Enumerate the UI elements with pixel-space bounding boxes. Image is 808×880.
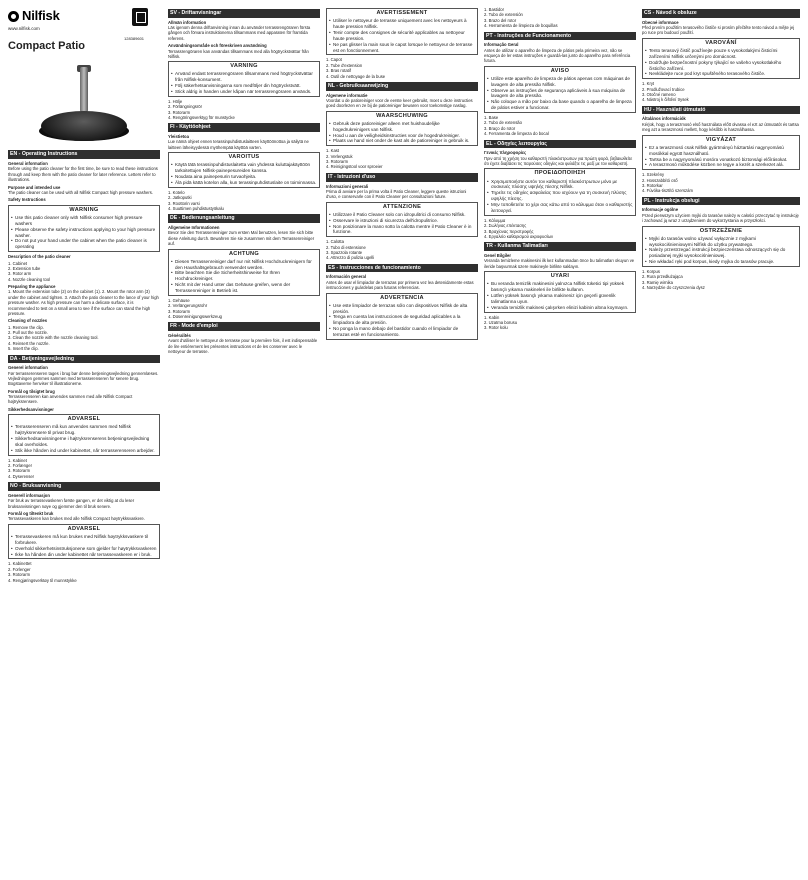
section-es: ES - Instrucciones de funcionamiento [326, 264, 478, 273]
da-general-text: Før terrasserenseren tages i brug bør denne betjeningsvejledning gennemlæses. Vejledningen gemmes sammen med terrasserenseren for senere brug. Bogstaverne henviser til illustrationerne. [8, 370, 159, 387]
it-warning-item: • Osservare le istruzioni di sicurezza dell'idropulitrice. [329, 218, 475, 224]
part-item: 1. Capot [326, 57, 342, 63]
de-warning-item: • Bitte beachten Sie die Sicherheitshinweise für Ihren Hochdruckreiniger. [171, 270, 317, 282]
part-item: 3. Rotorkar [642, 183, 663, 188]
de-general-text: Bevor Sie den Terrassenreiniger zum ersten Mal benutzen, lesen Sie sich bitte diese Anleitung durch. Bewahren Sie sie zusammen mit dem Terrassenreiniger auf. [168, 230, 315, 247]
part-item: 4. Nozzle cleaning tool [8, 276, 51, 282]
nilfisk-logo-icon [8, 11, 19, 22]
nl-warning-title: WAARSCHUWING [376, 112, 428, 119]
part-item: 1. Kabinet [8, 457, 27, 463]
cs-warning-title: VAROVÁNÍ [705, 39, 737, 46]
tr-warning-box [484, 271, 636, 313]
step-item: 4. Reinsert the nozzle. [8, 340, 50, 346]
sv-warning-item: • Stick aldrig in handen under kåpan när terrassrengöraren används. [171, 89, 317, 95]
tr-warning-item: • Veranda temizlik makinesi çalışırken elinizi kabinin altına koymayın. [487, 305, 633, 311]
it-general-text: Prima di avviare per la prima volta il Patio Cleaner, leggere queste istruzioni d'uso, e conservarle con il Patio Cleaner per consultazioni future. [326, 188, 467, 200]
part-item: 3. Rotor kolu [484, 325, 508, 331]
pl-warning-item: • Myjki do tarasów wolno używać wyłącznie z myjkami wysokociśnieniowymi Nilfisk do użytku prywatnego. [645, 236, 797, 248]
part-item: 4. Reinigingstool voor sproeier [326, 164, 383, 170]
da-safety-heading: Sikkerhedsanvisninger [8, 406, 54, 412]
part-item: 2. Hosszabbító cső [642, 177, 678, 183]
tr-warning-item: • Lütfen yüksek basınçlı yıkama makineniz için geçerli güvenlik talimatlarına uyun. [487, 293, 633, 305]
section-it: IT - Istruzioni d'uso [326, 173, 478, 182]
fi-general-heading: Yleistietoa [168, 134, 189, 140]
cs-general-heading: Obecné informace [642, 19, 679, 25]
sv-warning-title: VARNING [230, 63, 258, 70]
no-general-heading: Generell informasjon [8, 492, 50, 498]
da-warning-item: • Sikkerhedsanvisningerne i højtryksrenserens betjeningsvejledning skal overholdes. [11, 436, 157, 448]
en-warning-item: • Please observe the safety instructions applying to your high pressure washer. [11, 227, 157, 239]
nl-warning-item: • Plaats uw hand niet onder de kast als de patioreiniger in gebruik is. [329, 138, 475, 144]
part-item: 1. Gehäuse [168, 297, 190, 303]
part-item: 1. Szekrény [642, 172, 665, 178]
cs-warning-item: • Dodržujte bezpečnostní pokyny týkající se vašeho vysokotlakého čisticího zařízení. [645, 60, 797, 72]
hu-warning-item: • Tartsa be a nagynyomású mosóra vonatkozó biztonsági előírásokat. [645, 157, 797, 163]
pt-general-text: Antes de utilizar o aparelho de limpeza de pátios pela primeira vez, não se esqueça de ler estas instruções e guardá-las junto do aparelho para referência futura. [484, 47, 631, 64]
da-warning-title: ADVARSEL [67, 416, 101, 423]
part-item: 1. Cabinet [8, 260, 28, 266]
part-item: 3. Rotorarm [326, 159, 349, 165]
part-item: 1. Korpus [642, 269, 660, 275]
part-item: 3. Roottorin varsi [168, 200, 200, 206]
el-warning-item: • Χρησιμοποιήστε αυτόν τον καθαριστή πλακόστρωτων μόνο με συσκευές πλύσης υψηλής πίεσης Nilfisk. [487, 179, 633, 191]
part-item: 3. Bras rotatif [326, 68, 351, 74]
de-warning-title: ACHTUNG [228, 250, 260, 257]
it-warning-title: ATTENZIONE [382, 203, 422, 210]
section-de: DE - Bedienungsanleitung [168, 214, 320, 223]
pt-warning-item: • Não coloque a mão por baixo da base quando o aparelho de limpeza de pátios estiver a funcionar. [487, 99, 633, 111]
column-5 [642, 6, 800, 874]
part-item: 4. Ferramenta de limpeza do bocal [484, 131, 549, 137]
nl-warning-item: • Gebruik deze patioreiniger alleen met huishoudelijke hogedrukreinigers van Nilfisk. [329, 121, 475, 133]
part-item: 4. Rengjøringsverktøy til munnstykke [8, 577, 77, 583]
da-warning-box [8, 414, 160, 456]
hu-warning-title: VIGYÁZAT [705, 136, 737, 143]
sv-warning-item: • Använd endast terrassrengöraren tillsammans med högtryckstvättar från Nilfisk-konsument. [171, 71, 317, 83]
part-item: 2. Rura przedłużająca [642, 274, 683, 280]
part-item: 1. Bastidor [484, 7, 505, 12]
part-item: 4. Outil de nettoyage de la buse [326, 73, 386, 79]
part-item: 2. Extension tube [8, 265, 41, 271]
doc-number: 128389601 [124, 36, 145, 41]
part-item: 1. Κάλυμμα [484, 217, 506, 223]
part-item: 2. Σωλήνας επέκτασης [484, 223, 527, 229]
part-item: 1. Calotta [326, 239, 344, 245]
part-item: 2. Tubo di estensione [326, 244, 366, 250]
step-item: 2. Pull out the nozzle. [8, 330, 49, 336]
hu-general-text: Kérjük, hogy a teraszmosó első használata előtt olvassa el ezt az útmutatót és tartsa meg azt a teraszmosó mellett, hogy később is használhassa. [642, 121, 799, 133]
part-item: 3. Ramię wirnika [642, 279, 673, 285]
es-warning-box [326, 293, 478, 340]
no-general-text: Før bruk av terrassevaskeren første gangen, er det viktig at du leser bruksanvisningen nøye og gjemmer den til bruk senere. [8, 498, 135, 509]
no-warning-item: • Overhold sikkerhetsinstruksjonene som gjelder for høytrykksvaskeren [11, 546, 157, 552]
fr-warning-item: • Utiliser le nettoyeur de terrasse uniquement avec les nettoyeurs à haute pression Nilfisk. [329, 18, 475, 30]
step-item: 1. Remove the clip. [8, 324, 44, 330]
cs-warning-item: • Tento terasový čistič používejte pouze s vysokotlakými čisticími zařízeními Nilfisk určenými pro domácnost. [645, 48, 797, 60]
hu-general-heading: Általános információk [642, 116, 686, 122]
brand-logo: Nilfisk [22, 8, 60, 23]
hu-warning-item: • A teraszmosó működése közben ne tegye a kezét a szerkezet alá. [645, 162, 797, 168]
pt-general-heading: Informação Geral [484, 42, 519, 48]
read-manual-icon [132, 8, 148, 26]
fi-warning-item: • Käytä tätä terassinpuhdistuslaitetta vain yhdessä kuluttajakäyttöön tarkoitettujen Nilfisk-painepesureiden kanssa. [171, 162, 317, 174]
part-item: 1. Kast [326, 148, 340, 154]
hu-warning-item: • Ez a teraszmosó csak Nilfisk gyártmányú háztartási nagynyomású mosókkal együtt használható. [645, 145, 797, 157]
da-general-heading: Generel information [8, 365, 48, 371]
part-item: 1. Hölje [168, 98, 183, 104]
tr-general-heading: Genel Bilgiler [484, 252, 511, 258]
patio-cleaner-image [39, 67, 129, 147]
step-item: 3. Clean the nozzle with the nozzle cleaning tool. [8, 335, 99, 341]
pt-warning-item: • Observe as instruções de segurança aplicáveis à sua máquina de lavagem de alta pressão. [487, 88, 633, 100]
el-warning-box [484, 168, 636, 215]
es-warning-item: • Tenga en cuenta las instrucciones de seguridad aplicables a la limpiadora de alta presión. [329, 314, 475, 326]
part-item: 1. Kryt [642, 81, 655, 87]
es-warning-title: ADVERTENCIA [380, 294, 424, 301]
pl-warning-title: OSTRZEŻENIE [699, 227, 743, 234]
es-general-text: Antes de usar el limpiador de terrazas por primera vez lea detenidamente estas instrucciones y guárdelas para futuras referencias. [326, 279, 474, 291]
da-purpose-text: Terrasserenseren kan anvendes sammen med alle Nilfisk Compact højtryksrensere. [8, 394, 133, 405]
step-item: 5. Insert the clip. [8, 346, 39, 352]
section-da: DA - Betjeningsvejledning [8, 355, 160, 364]
part-item: 3. Brazo del rotor [484, 17, 517, 23]
en-general-heading: General information [8, 161, 48, 167]
part-item: 1. Base [484, 115, 499, 121]
sv-warning-box [168, 61, 320, 97]
section-nl: NL - Gebruiksaanwijzing [326, 82, 478, 91]
part-item: 4. Fúvóka-tisztító szerszám [642, 188, 693, 194]
en-purpose-heading: Purpose and intended use [8, 184, 61, 190]
en-warning-title: WARNING [69, 206, 99, 213]
section-pt: PT - Instruções de Funcionamento [484, 32, 636, 41]
part-item: 1. Kabinettet [8, 561, 32, 567]
column-2 [168, 6, 320, 874]
hu-warning-box [642, 135, 800, 171]
en-safety-heading: Safety Instructions [8, 197, 46, 203]
pl-general-heading: Informacje ogólne [642, 207, 679, 213]
el-warning-title: ΠΡΟΕΙΔΟΠΟΙΗΣΗ [534, 170, 586, 177]
part-item: 3. Rotorarm [8, 572, 31, 578]
sv-general-text: Läs igenom denna driftanvisning innan du använder terrassrengöraren första gången och förvara instruktionerna tillsammans med apparaten för framtida referens. [168, 25, 311, 41]
fr-general-heading: Généralités [168, 333, 191, 339]
part-item: 1. Kotelo [168, 189, 185, 195]
part-item: 3. Braço do rotor [484, 125, 516, 131]
de-warning-box [168, 249, 320, 296]
nl-warning-item: • Houd u aan de veiligheidsinstructies voor de hogedrukreiniger. [329, 133, 475, 139]
part-item: 2. Uzatma borusu [484, 319, 518, 325]
section-hu: HU - Használati útmutató [642, 106, 800, 115]
en-warning-box [8, 205, 160, 252]
en-clean-heading: Cleaning of nozzles [8, 318, 48, 324]
it-general-heading: Informazioni generali [326, 183, 369, 189]
sv-warning-item: • Följ säkerhetsanvisningarna som medföljer din högtryckstvätt. [171, 83, 317, 89]
part-item: 4. Rengöringsverktyg för munstycke [168, 115, 235, 121]
part-item: 2. Forlenger [8, 566, 31, 572]
tr-general-text: Veranda temizleme makinesini ilk kez kullanmadan önce bu talimatları okuyun ve ileride başvurmak üzere makineyle birlikte saklayın. [484, 258, 635, 269]
fr-warning-item: • Ne pas glisser la main sous le capot lorsque le nettoyeur de terrasse est en fonctionnement. [329, 42, 475, 54]
sv-purpose-text: Terrassrengöraren kan användas tillsammans med alla högtryckstvättar från Nilfisk. [168, 48, 309, 59]
fi-warning-box [168, 152, 320, 188]
it-warning-box [326, 202, 478, 238]
section-tr: TR - Kullanma Talimatları [484, 242, 636, 251]
part-item: 3. Spazzola rotante [326, 250, 363, 256]
no-purpose-text: Terrassevaskeren kan brukes med alle Nilfisk Compact høytrykksvaskere. [8, 516, 145, 522]
part-item: 2. Forlænger [8, 463, 32, 469]
column-1 [8, 6, 160, 874]
section-fr: FR - Mode d'emploi [168, 322, 320, 331]
section-el: EL - Οδηγίες λειτουργίας [484, 140, 636, 149]
no-warning-item: • Terrassevaskeren må kun brukes med Nilfisk høytrykksvaskere til forbrukere. [11, 534, 157, 546]
section-fi: FI - Käyttöohjeet [168, 123, 320, 132]
en-general-text: Before using the patio cleaner for the first time, be sure to read these instructions through and keep them with the patio cleaner for later reference. Letters refer to illustrations. [8, 166, 158, 183]
manual-page [8, 6, 800, 874]
fi-general-text: Lue nämä ohjeet ennen terassinpuhdistuslaitteen käyttöönottoa ja säilytä ne laitteen läheisyydessä myöhempää käyttöä varten. [168, 139, 309, 150]
en-warning-item: • Use this patio cleaner only with Nilfisk consumer high pressure washers [11, 215, 157, 227]
part-item: 4. Attrezzo di pulizia ugelli [326, 255, 375, 261]
tr-warning-title: UYARI [550, 273, 570, 280]
part-item: 3. Rotorarm [168, 109, 191, 115]
sv-purpose-heading: Användningsområde och föreskriven användning [168, 43, 267, 49]
es-warning-item: • Use este limpiador de terrazas sólo con dispositivos Nilfisk de alta presión. [329, 303, 475, 315]
cs-warning-box [642, 38, 800, 80]
part-item: 4. Dyserenser [8, 473, 35, 479]
fr-warning-title: AVERTISSEMENT [376, 10, 428, 16]
part-item: 4. Εργαλείο καθαρισμού ακροφυσίων [484, 233, 554, 239]
el-warning-item: • Μην τοποθετείτε το χέρι σας κάτω από το κάλυμμα όταν ο καθαριστής λειτουργεί. [487, 202, 633, 214]
pl-warning-item: • Należy przestrzegać instrukcji bezpieczeństwa odnoszących się do posiadanej myjki wysokociśnieniowej. [645, 247, 797, 259]
product-title: Compact Patio [8, 40, 86, 53]
section-no: NO - Bruksanvisning [8, 482, 160, 491]
pt-warning-box [484, 66, 636, 113]
column-4 [484, 6, 636, 874]
tr-warning-item: • Bu veranda temizlik makinesini yalnızca Nilfisk tüketici tipi yüksek basınçlı yıkama makineleri ile birlikte kullanın. [487, 281, 633, 293]
fr-warning-box [326, 8, 478, 55]
sv-general-heading: Allmän information [168, 19, 207, 25]
section-en: EN - Operating Instructions [8, 150, 160, 159]
es-general-heading: Información general [326, 274, 367, 280]
part-item: 2. Verlengstuk [326, 153, 353, 159]
nl-general-text: Voordat u de patioreiniger voor de eerste keer gebruikt, moet u deze instructies goed doorlezen en ze bij de patioreiniger bewaren voor toekomstige naslag. [326, 97, 473, 109]
nl-warning-box [326, 111, 478, 147]
part-item: 4. Düsenreinigungswerkzeug [168, 314, 223, 320]
part-item: 2. Tube d'extension [326, 62, 363, 68]
part-item: 3. Rotor arm [8, 271, 32, 277]
en-desc-heading: Description of the patio cleaner [8, 254, 71, 260]
it-warning-item: • Non posizionare la mano sotto la calotta mentre il Patio Cleaner è in funzione. [329, 224, 475, 236]
it-warning-item: • Utilizzare il Patio Cleaner solo con idropulitrici di consumo Nilfisk. [329, 212, 475, 218]
en-prep-text: 1. Mount the extension tube (2) on the cabinet (1). 2. Mount the rotor arm (3) under the cabinet and tighten. 3. Attach the patio cleaner to the lance of your high pressure washer. As high pressure can harm a delicate surface, it is recommended to test on a small area to see if the surface can stand the high pressure. [8, 289, 159, 316]
da-warning-item: • Terrasserenseren må kun anvendes sammen med Nilfisk højtryksrensere til privat brug. [11, 424, 157, 436]
part-item: 3. Rotorarm [8, 468, 31, 474]
el-warning-item: • Τηρείτε τις οδηγίες ασφαλείας που ισχύουν για τη συσκευή πλύσης υψηλής πίεσης. [487, 190, 633, 202]
no-warning-title: ADVARSEL [67, 525, 101, 532]
part-item: 3. Βραχίονας περιστροφής [484, 228, 534, 234]
part-item: 4. Nástroj k čištění trysek [642, 97, 689, 103]
part-item: 1. Kabin [484, 314, 500, 320]
part-item: 4. Narzędzie do czyszczenia dysz [642, 285, 705, 291]
part-item: 4. Herramienta de limpieza de boquillas [484, 23, 558, 29]
part-item: 2. Prodlužovací trubice [642, 86, 685, 92]
brand-url[interactable]: www.nilfisk.com [8, 25, 40, 31]
es-warning-item: • No ponga la mano debajo del bastidor cuando el limpiador de terrazas esté en funcionamiento. [329, 326, 475, 338]
pl-warning-box [642, 226, 800, 268]
cs-warning-item: • Nevkládejte ruce pod kryt spuštěného terasového čističe. [645, 71, 797, 77]
section-sv: SV - Driftanvisningar [168, 9, 320, 18]
no-warning-item: • Ikke ha hånden din under kabinettet når terrassevaskeren er i bruk. [11, 552, 157, 558]
fr-warning-item: • Tenir compte des consignes de sécurité applicables au nettoyeur haute pression. [329, 30, 475, 42]
part-item: 3. Rotorarm [168, 308, 191, 314]
column-3 [326, 6, 478, 874]
de-warning-item: • Nicht mit der Hand unter das Gehäuse greifen, wenn der Terrassenreiniger in Betrieb ist. [171, 282, 317, 294]
el-general-text: Πριν από τη χρήση του καθαριστή πλακόστρωτων για πρώτη φορά, βεβαιωθείτε ότι έχετε διαβάσει τις παρούσες οδηγίες και φυλάξτε τις μαζί με τον καθαριστή. [484, 155, 633, 166]
en-prep-heading: Preparing the appliance [8, 284, 56, 290]
pt-warning-title: AVISO [550, 67, 570, 74]
part-item: 2. Verlängerungsrohr [168, 303, 208, 309]
part-item: 4. Suuttimen puhdistustyökalu [168, 206, 224, 211]
pt-warning-item: • Utilize este aparelho de limpeza de pátios apenas com máquinas de lavagem de alta pressão Nilfisk. [487, 76, 633, 88]
de-general-heading: Allgemeine Informationen [168, 225, 220, 231]
fi-warning-title: VAROITUS [228, 154, 260, 161]
part-item: 2. Jatkoputki [168, 195, 192, 201]
nl-general-heading: Algemene informatie [326, 92, 368, 98]
pl-general-text: Przed pierwszym użyciem myjki do tarasów należy w całości przeczytać tę instrukcję i zachować ją wraz z urządzeniem do wykorzystania w przyszłości. [642, 212, 799, 224]
fi-warning-item: • Älä pidä kättä kotelon alla, kun terassinpuhdistuslaite on toiminnassa. [171, 180, 317, 186]
part-item: 3. Otočné rameno [642, 92, 676, 98]
fi-warning-item: • Noudata aina painepesurin turvaohjeita. [171, 174, 317, 180]
en-purpose-text: The patio cleaner can be used with all Nilfisk Compact high pressure washers. [8, 189, 154, 195]
en-warning-item: • Do not put your hand under the cabinet when the patio cleaner is operating [11, 238, 157, 250]
section-cs: CS - Návod k obsluze [642, 9, 800, 18]
part-item: 2. Tubo de extensión [484, 12, 523, 18]
cs-general-text: Před prvním použitím terasového čističe si prosím přečtěte tento návod a mějte jej po ruce pro budoucí použití. [642, 25, 795, 36]
part-item: 2. Förlängningsrör [168, 104, 202, 110]
fr-general-text: Avant d'utiliser le nettoyeur de terrasse pour la première fois, il est indispensable de lire entièrement les présentes instructions et de les conserver avec le nettoyeur de terrasse. [168, 338, 318, 355]
section-pl: PL - Instrukcja obsługi [642, 197, 800, 206]
part-item: 2. Tubo de extensão [484, 120, 522, 126]
no-warning-box [8, 524, 160, 560]
de-warning-item: • Diesen Terrassenreiniger darf nur mit Nilfisk Hochdruckreinigern für den Haushaltsgebrauch verwendet werden. [171, 259, 317, 271]
pl-warning-item: • Nie wkładać ręki pod korpus, kiedy myjka do tarasów pracuje. [645, 259, 797, 265]
el-general-heading: Γενικές πληροφορίες [484, 150, 527, 156]
no-purpose-heading: Formål og tiltenkt bruk [8, 510, 54, 516]
da-warning-item: • Stik ikke hånden ind under kabinettet, når terrasserenseren arbejder. [11, 448, 157, 454]
da-purpose-heading: Formål og tilsigtet brug [8, 388, 55, 394]
